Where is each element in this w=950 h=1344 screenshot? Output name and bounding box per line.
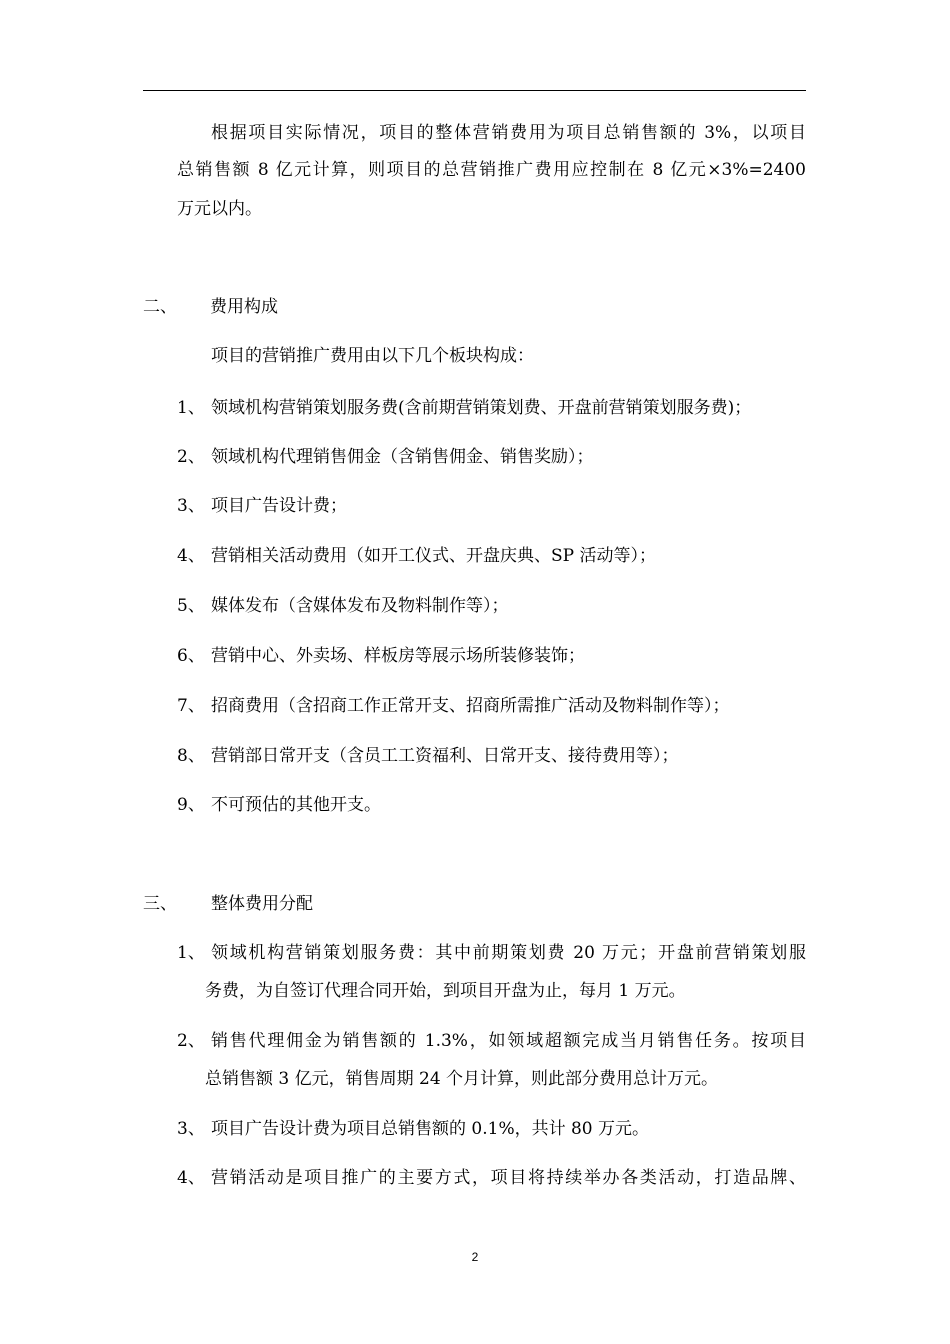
list-item-number: 2、 bbox=[177, 447, 205, 467]
section-2-lead: 项目的营销推广费用由以下几个板块构成： bbox=[211, 346, 534, 366]
section-3-title: 整体费用分配 bbox=[211, 894, 313, 914]
section-2-title: 费用构成 bbox=[210, 297, 278, 317]
list-item-number: 4、 bbox=[177, 546, 205, 566]
list-item: 领域机构代理销售佣金（含销售佣金、销售奖励）； bbox=[211, 447, 594, 467]
list-item: 营销相关活动费用（如开工仪式、开盘庆典、SP 活动等）； bbox=[211, 546, 656, 566]
list-item: 不可预估的其他开支。 bbox=[211, 795, 381, 815]
list-item-line-1: 营销活动是项目推广的主要方式，项目将持续举办各类活动，打造品牌、 bbox=[211, 1168, 806, 1188]
page-number: 2 bbox=[471, 1250, 479, 1264]
list-item-number: 5、 bbox=[177, 596, 205, 616]
list-item-number: 4、 bbox=[177, 1168, 205, 1188]
list-item-number: 7、 bbox=[177, 696, 205, 716]
list-item-line-1: 销售代理佣金为销售额的 1.3%，如领域超额完成当月销售任务。按项目 bbox=[211, 1031, 806, 1051]
list-item-number: 1、 bbox=[177, 398, 205, 418]
header-rule bbox=[143, 90, 806, 91]
list-item-number: 2、 bbox=[177, 1031, 205, 1051]
list-item: 媒体发布（含媒体发布及物料制作等）； bbox=[211, 596, 509, 616]
intro-line-1: 根据项目实际情况，项目的整体营销费用为项目总销售额的 3%，以项目 bbox=[211, 123, 806, 143]
intro-line-3: 万元以内。 bbox=[177, 199, 262, 219]
list-item-line-2: 总销售额 3 亿元，销售周期 24 个月计算，则此部分费用总计万元。 bbox=[205, 1069, 719, 1089]
list-item-line-1: 领域机构营销策划服务费：其中前期策划费 20 万元；开盘前营销策划服 bbox=[211, 943, 806, 963]
list-item-number: 9、 bbox=[177, 795, 205, 815]
section-3-number: 三、 bbox=[143, 894, 177, 914]
list-item-number: 3、 bbox=[177, 1119, 205, 1139]
list-item: 领域机构营销策划服务费(含前期营销策划费、开盘前营销策划服务费)； bbox=[211, 398, 752, 418]
list-item-number: 6、 bbox=[177, 646, 205, 666]
list-item: 招商费用（含招商工作正常开支、招商所需推广活动及物料制作等）； bbox=[211, 696, 730, 716]
list-item-number: 3、 bbox=[177, 496, 205, 516]
list-item: 营销部日常开支（含员工工资福利、日常开支、接待费用等）； bbox=[211, 746, 679, 766]
list-item: 营销中心、外卖场、样板房等展示场所装修装饰； bbox=[211, 646, 585, 666]
intro-line-2: 总销售额 8 亿元计算，则项目的总营销推广费用应控制在 8 亿元×3%=2400 bbox=[177, 160, 806, 180]
list-item-line-2: 务费，为自签订代理合同开始，到项目开盘为止，每月 1 万元。 bbox=[205, 981, 686, 1001]
list-item-number: 1、 bbox=[177, 943, 205, 963]
list-item-number: 8、 bbox=[177, 746, 205, 766]
list-item: 项目广告设计费； bbox=[211, 496, 347, 516]
list-item-line-1: 项目广告设计费为项目总销售额的 0.1%，共计 80 万元。 bbox=[211, 1119, 650, 1139]
section-2-number: 二、 bbox=[143, 297, 177, 317]
